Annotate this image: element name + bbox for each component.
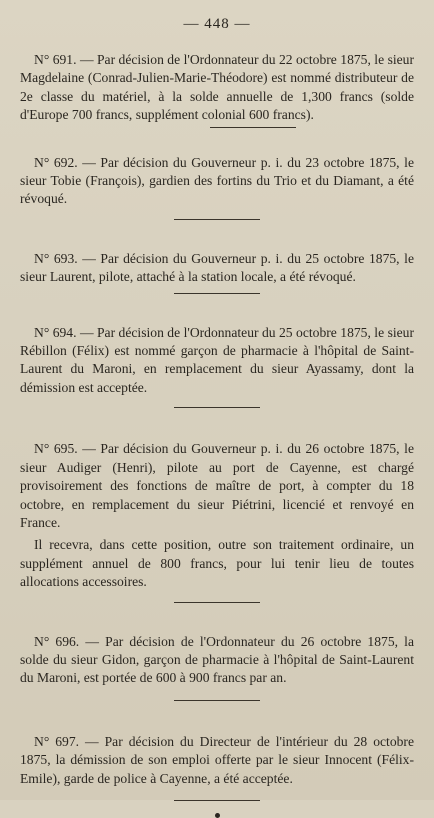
decision-entry-695 [20,440,414,591]
entry-paragraph: N° 695. — Par décision du Gouverneur p. i. du 26 octobre 1875, le sieur Audiger (Henri), pilote au port de Cayenne, est chargé provisoirement des fonctions de maître de port, à compter du 18 octobre, en remplacement du sieur Piétrini, licencié et renvoyé en France. [20,441,414,530]
decision-entry-692 [20,154,414,209]
separator-rule [174,293,260,294]
decision-entry-697 [20,733,414,788]
separator-rule [174,219,260,220]
decision-entry-691 [20,51,414,125]
entry-paragraph: N° 694. — Par décision de l'Ordonnateur du 25 octobre 1875, le sieur Rébillon (Félix) est nommé garçon de pharmacie à l'hôpital de Saint-Laurent du Maroni, en remplacement du sieur Ayassamy, dont la démission est acceptée. [20,324,414,395]
separator-rule [174,700,260,701]
entry-paragraph: N° 697. — Par décision du Directeur de l'intérieur du 28 octobre 1875, la démission de son emploi offerte par le sieur Innocent (Félix-Emile), garde de police à Cayenne, a été acceptée. [20,733,414,786]
entry-paragraph: N° 696. — Par décision de l'Ordonnateur du 26 octobre 1875, la solde du sieur Gidon, garçon de pharmacie à l'hôpital de Saint-Laurent du Maroni, est portée de 600 à 900 francs par an. [20,633,414,686]
entry-paragraph: Il recevra, dans cette position, outre son traitement ordinaire, un supplément annuel de 800 francs, pour lui tenir lieu de toutes allocations accessoires. [20,537,414,590]
entry-paragraph: N° 693. — Par décision du Gouverneur p. i. du 25 octobre 1875, le sieur Laurent, pilote, attaché à la station locale, a été révoqué. [20,250,414,285]
decision-entry-694 [20,324,414,398]
separator-rule [174,407,260,408]
separator-rule [174,602,260,603]
decision-entry-696 [20,633,414,688]
separator-rule [174,800,260,801]
end-ornament-dot [215,813,220,818]
entry-paragraph: N° 691. — Par décision de l'Ordonnateur du 22 octobre 1875, le sieur Magdelaine (Conrad-Julien-Marie-Théodore) est nommé distributeur de 2e classe du matériel, à la solde annuelle de 1,300 francs (solde d'Europe 700 francs, supplément colonial 600 francs). [20,52,414,123]
page-number: — 448 — [183,16,251,32]
entry-paragraph: N° 692. — Par décision du Gouverneur p. i. du 23 octobre 1875, le sieur Tobie (François), gardien des fortins du Trio et du Diamant, a été révoqué. [20,154,414,207]
separator-rule [210,127,296,128]
decision-entry-693 [20,250,414,287]
